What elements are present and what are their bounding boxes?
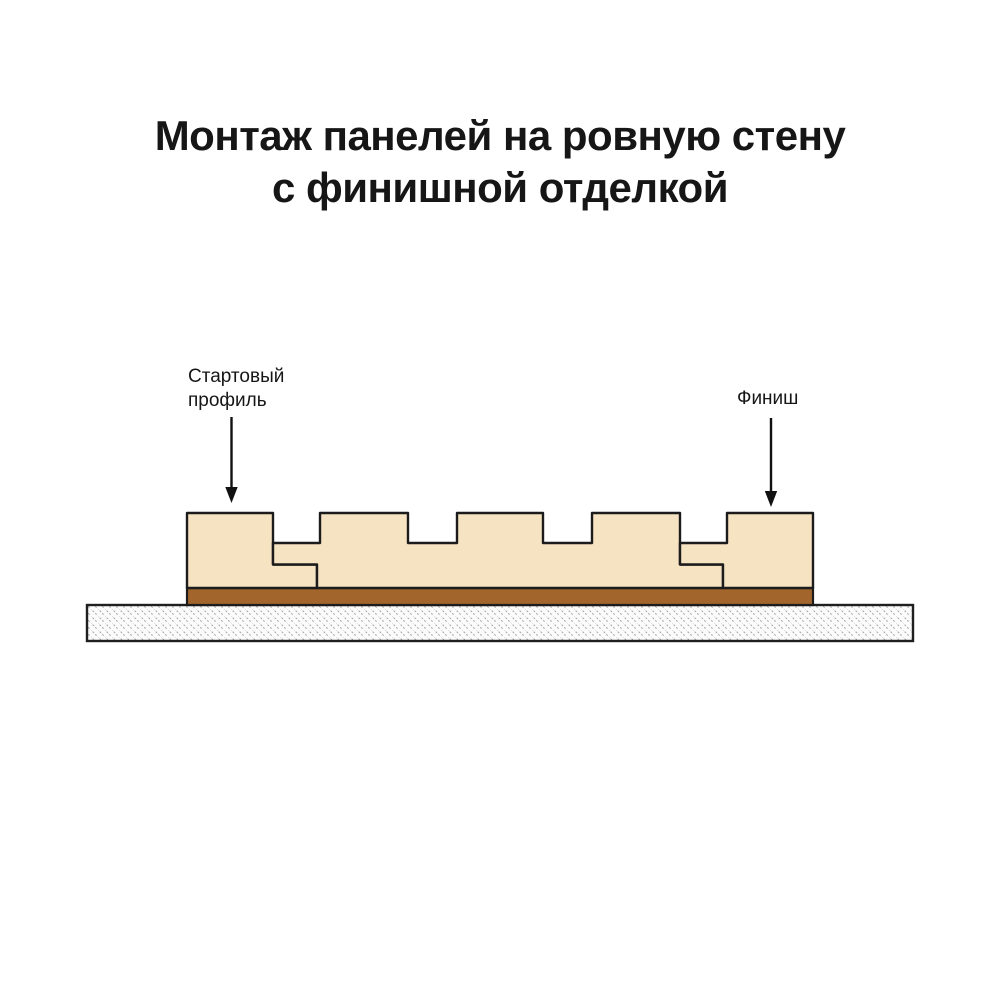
start-profile-label-line2: профиль [188, 390, 267, 411]
wall-section [87, 605, 913, 641]
start-profile-arrow [225, 417, 237, 503]
finish-arrow [765, 418, 777, 507]
panel-strip-shape [273, 513, 723, 588]
down-arrow-icon [225, 487, 237, 503]
page-title-line1: Монтаж панелей на ровную стену [154, 112, 846, 159]
batten-strip [187, 588, 813, 605]
down-arrow-icon [765, 491, 777, 507]
finish-label-text: Финиш [737, 388, 799, 409]
page-title-line2: с финишной отделкой [271, 164, 729, 211]
start-profile-label-line1: Стартовый [188, 366, 285, 387]
